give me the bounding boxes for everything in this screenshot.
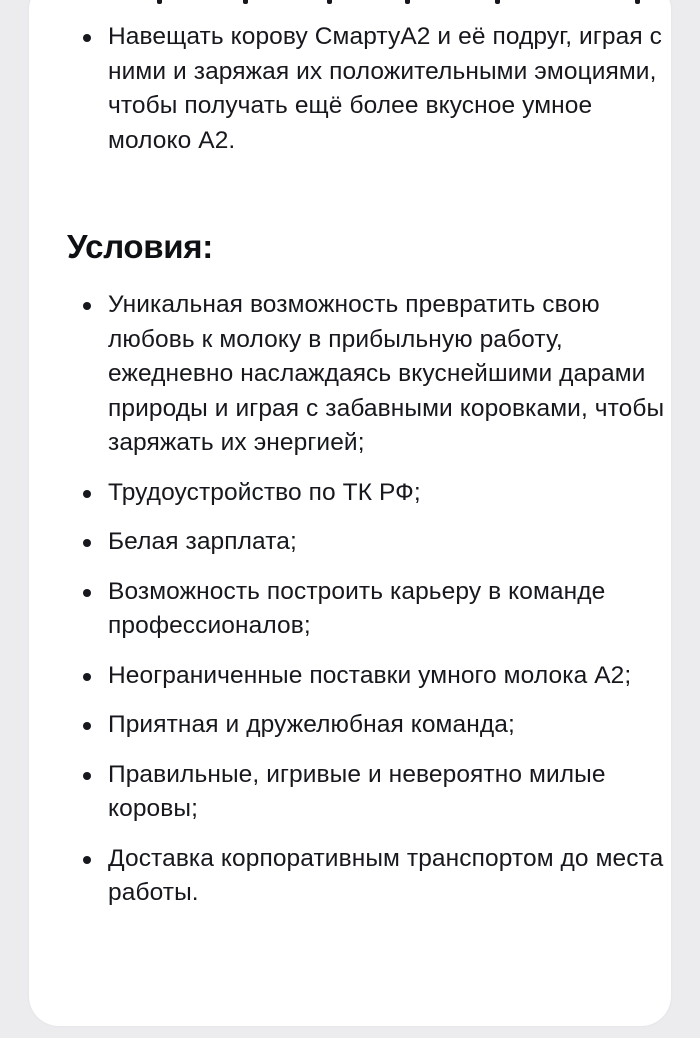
bullet-icon <box>83 673 91 681</box>
list-item-text: Возможность построить карьеру в команде профессионалов; <box>108 577 606 639</box>
list-item-text: Белая зарплата; <box>108 528 297 555</box>
list-item-text: Правильные, игривые и невероятно милые коровы; <box>108 760 606 822</box>
list-item-text: Доставка корпоративным транспортом до места работы. <box>108 844 664 906</box>
list-item <box>65 758 665 827</box>
bullet-icon <box>83 490 91 498</box>
bullet-icon <box>83 856 91 864</box>
list-item <box>65 708 665 743</box>
list-item-text: Трудоустройство по ТК РФ; <box>108 478 421 506</box>
list-item <box>65 288 665 461</box>
bullet-icon <box>83 539 91 547</box>
vacancy-card <box>29 0 671 1026</box>
responsibilities-list <box>65 20 665 158</box>
list-item <box>65 525 665 560</box>
bullet-icon <box>83 722 91 730</box>
bullet-icon <box>83 34 91 42</box>
bullet-icon <box>83 302 91 310</box>
list-item <box>65 842 665 911</box>
list-item <box>65 659 665 694</box>
list-item <box>65 476 665 511</box>
bullet-icon <box>83 772 91 780</box>
list-item-text: Уникальная возможность превратить свою любовь к молоку в прибыльную работу, ежедневно наслаждаясь вкуснейшими дарами природы и играя с забавными коровками, чтобы заряжать их энергией; <box>108 291 665 456</box>
list-item <box>65 575 665 644</box>
bullet-icon <box>83 589 91 597</box>
previous-text-cutoff <box>65 0 665 6</box>
conditions-list <box>65 288 665 926</box>
list-item-text: Неограниченные поставки умного молока А2; <box>108 661 632 689</box>
list-item-text: Навещать корову СмартуА2 и её подруг, играя с ними и заряжая их положительными эмоциями, чтобы получать ещё более вкусное умное молоко А2. <box>108 23 662 154</box>
list-item-text: Приятная и дружелюбная команда; <box>108 711 515 738</box>
list-item <box>65 20 665 158</box>
conditions-heading: Условия: <box>67 228 213 265</box>
